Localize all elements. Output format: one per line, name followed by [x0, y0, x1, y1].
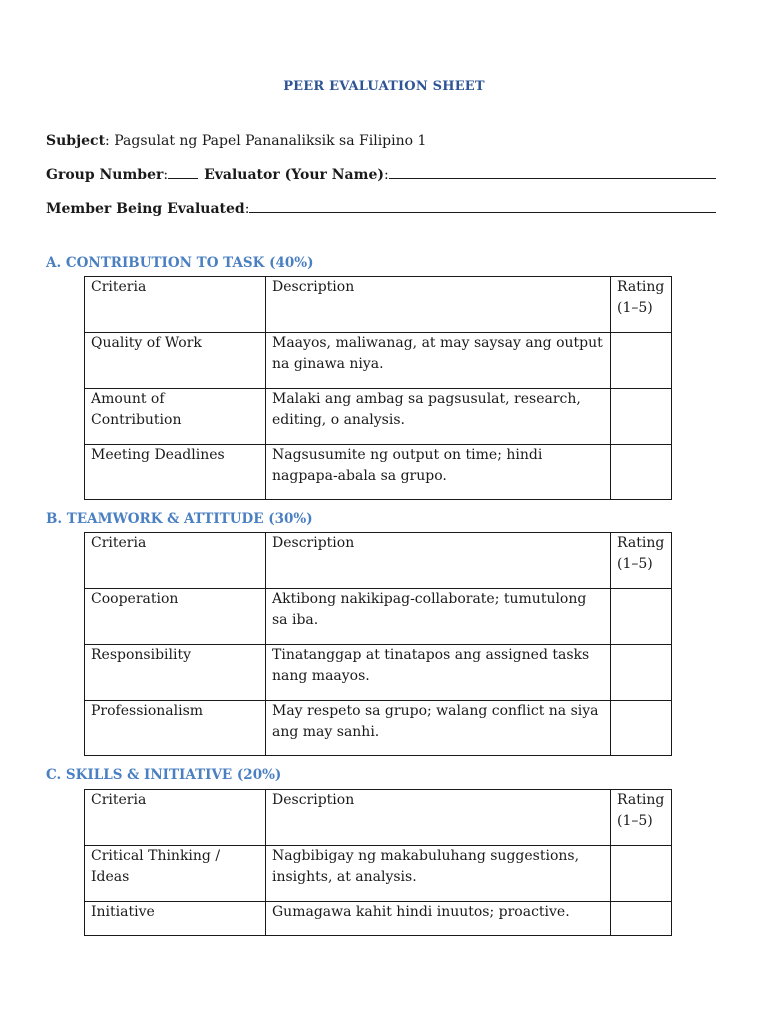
- group-field: Group Number : Evaluator (Your Name) :: [46, 167, 716, 183]
- description-cell: Gumagawa kahit hindi inuutos; proactive.: [266, 902, 611, 936]
- description-cell: Aktibong nakikipag-collaborate; tumutulong sa iba.: [266, 589, 611, 645]
- description-cell: May respeto sa grupo; walang conflict na siya ang may sanhi.: [266, 701, 611, 756]
- group-number-blank[interactable]: [168, 177, 198, 179]
- criteria-cell: Professionalism: [85, 701, 266, 756]
- group-number-label: Group Number: [46, 167, 164, 183]
- header-rating: Rating (1–5): [611, 790, 672, 846]
- header-rating: Rating (1–5): [611, 277, 672, 333]
- criteria-cell: Initiative: [85, 902, 266, 936]
- rating-cell[interactable]: [611, 445, 672, 500]
- rating-cell[interactable]: [611, 333, 672, 389]
- description-cell: Malaki ang ambag sa pagsusulat, research, editing, o analysis.: [266, 389, 611, 445]
- header-rating: Rating (1–5): [611, 533, 672, 589]
- rating-cell[interactable]: [611, 389, 672, 445]
- section-b-table: [84, 532, 672, 756]
- description-cell: Nagsusumite ng output on time; hindi nagpapa-abala sa grupo.: [266, 445, 611, 500]
- criteria-cell: Meeting Deadlines: [85, 445, 266, 500]
- page-title: PEER EVALUATION SHEET: [283, 79, 485, 94]
- rating-cell[interactable]: [611, 846, 672, 902]
- section-a-table: [84, 276, 672, 500]
- table-header-row: [85, 790, 672, 846]
- table-row: [85, 589, 672, 645]
- member-label: Member Being Evaluated: [46, 201, 245, 217]
- section-c-table: [84, 789, 672, 936]
- header-description: Description: [266, 790, 611, 846]
- table-row: [85, 389, 672, 445]
- rating-cell[interactable]: [611, 645, 672, 701]
- description-cell: Maayos, maliwanag, at may saysay ang output na ginawa niya.: [266, 333, 611, 389]
- table-row: [85, 846, 672, 902]
- description-cell: Tinatanggap at tinatapos ang assigned tasks nang maayos.: [266, 645, 611, 701]
- subject-field: [46, 133, 716, 149]
- subject-value: : Pagsulat ng Papel Pananaliksik sa Filipino 1: [105, 133, 427, 149]
- rating-cell[interactable]: [611, 589, 672, 645]
- member-field: Member Being Evaluated :: [46, 201, 716, 217]
- section-b-title: B. TEAMWORK & ATTITUDE (30%): [46, 511, 313, 527]
- table-header-row: [85, 277, 672, 333]
- criteria-cell: Responsibility: [85, 645, 266, 701]
- table-header-row: [85, 533, 672, 589]
- criteria-cell: Quality of Work: [85, 333, 266, 389]
- table-row: [85, 701, 672, 756]
- table-row: [85, 902, 672, 936]
- evaluator-label: Evaluator (Your Name): [204, 167, 384, 183]
- evaluator-name-blank[interactable]: [389, 177, 716, 179]
- header-criteria: Criteria: [85, 533, 266, 589]
- criteria-cell: Critical Thinking / Ideas: [85, 846, 266, 902]
- section-c-title: C. SKILLS & INITIATIVE (20%): [46, 767, 282, 783]
- section-a-title: A. CONTRIBUTION TO TASK (40%): [46, 255, 314, 271]
- header-criteria: Criteria: [85, 277, 266, 333]
- member-name-blank[interactable]: [249, 211, 716, 213]
- header-description: Description: [266, 277, 611, 333]
- description-cell: Nagbibigay ng makabuluhang suggestions, insights, at analysis.: [266, 846, 611, 902]
- table-row: [85, 445, 672, 500]
- rating-cell[interactable]: [611, 902, 672, 936]
- subject-label: Subject: [46, 133, 106, 149]
- header-criteria: Criteria: [85, 790, 266, 846]
- table-row: [85, 333, 672, 389]
- criteria-cell: Amount of Contribution: [85, 389, 266, 445]
- table-row: [85, 645, 672, 701]
- header-description: Description: [266, 533, 611, 589]
- rating-cell[interactable]: [611, 701, 672, 756]
- criteria-cell: Cooperation: [85, 589, 266, 645]
